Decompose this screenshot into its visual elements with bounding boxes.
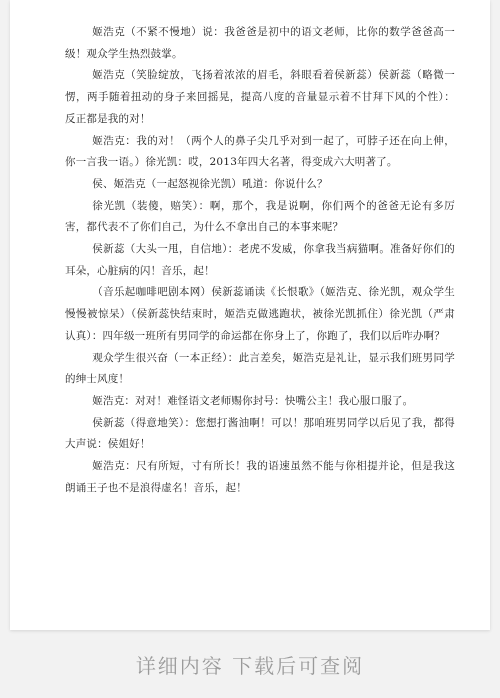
paragraph-3: 姬浩克：我的对！（两个人的鼻子尖几乎对到一起了，可脖子还在向上伸，你一言我一语。）徐光凯：哎，2013年四大名著，得变成六大明著了。 xyxy=(65,134,455,169)
paragraph-1: 姬浩克（不紧不慢地）说：我爸爸是初中的语文老师，比你的数学爸爸高一级！观众学生热烈鼓掌。 xyxy=(65,26,455,60)
paragraph-2: 姬浩克（笑脸绽放，飞扬着浓浓的眉毛，斜眼看着侯新蕊）侯新蕊（略微一愣，两手随着扭动的身子来回摇晃，提高八度的音量显示着不甘拜下风的个性）：反正都是我的对！ xyxy=(65,69,455,125)
download-prompt-bar[interactable] xyxy=(0,630,500,698)
paragraph-11: 姬浩克：尺有所短，寸有所长！我的语速虽然不能与你相提并论，但是我这朗诵王子也不是浪得虚名！音乐，起！ xyxy=(65,460,455,494)
paragraph-9: 姬浩克：对对！难怪语文老师赐你封号：快嘴公主！我心服口服了。 xyxy=(92,394,414,407)
document-body xyxy=(65,22,455,499)
paragraph-8: 观众学生很兴奋（一本正经）：此言差矣，姬浩克是礼让，显示我们班男同学的绅士风度！ xyxy=(65,351,455,386)
paragraph-10: 侯新蕊（得意地笑）：您想打酱油啊！可以！那咱班男同学以后见了我，都得大声说：侯姐好！ xyxy=(65,416,455,451)
document-page xyxy=(10,0,490,630)
paragraph-5: 徐光凯（装傻，赔笑）：啊，那个，我是说啊，你们两个的爸爸无论有多厉害，都代表不了你们自己，为什么不拿出自己的本事来呢？ xyxy=(65,199,455,234)
download-prompt-label[interactable]: 详细内容 下载后可查阅 xyxy=(135,653,365,678)
paragraph-6: 侯新蕊（大头一甩，自信地）：老虎不发威，你拿我当病猫啊。准备好你们的耳朵，心脏病的闪！音乐，起！ xyxy=(65,243,455,277)
paragraph-7: （音乐起咖啡吧剧本网）侯新蕊诵读《长恨歌》（姬浩克、徐光凯，观众学生慢慢被惊呆）（侯新蕊快结束时，姬浩克做逃跑状，被徐光凯抓住）徐光凯（严肃认真）：四年级一班所有男同学的命运都在你身上了，你跑了，我们以后咋办啊？ xyxy=(65,286,455,342)
paragraph-4: 侯、姬浩克（一起怒视徐光凯）吼道：你说什么？ xyxy=(92,177,328,190)
